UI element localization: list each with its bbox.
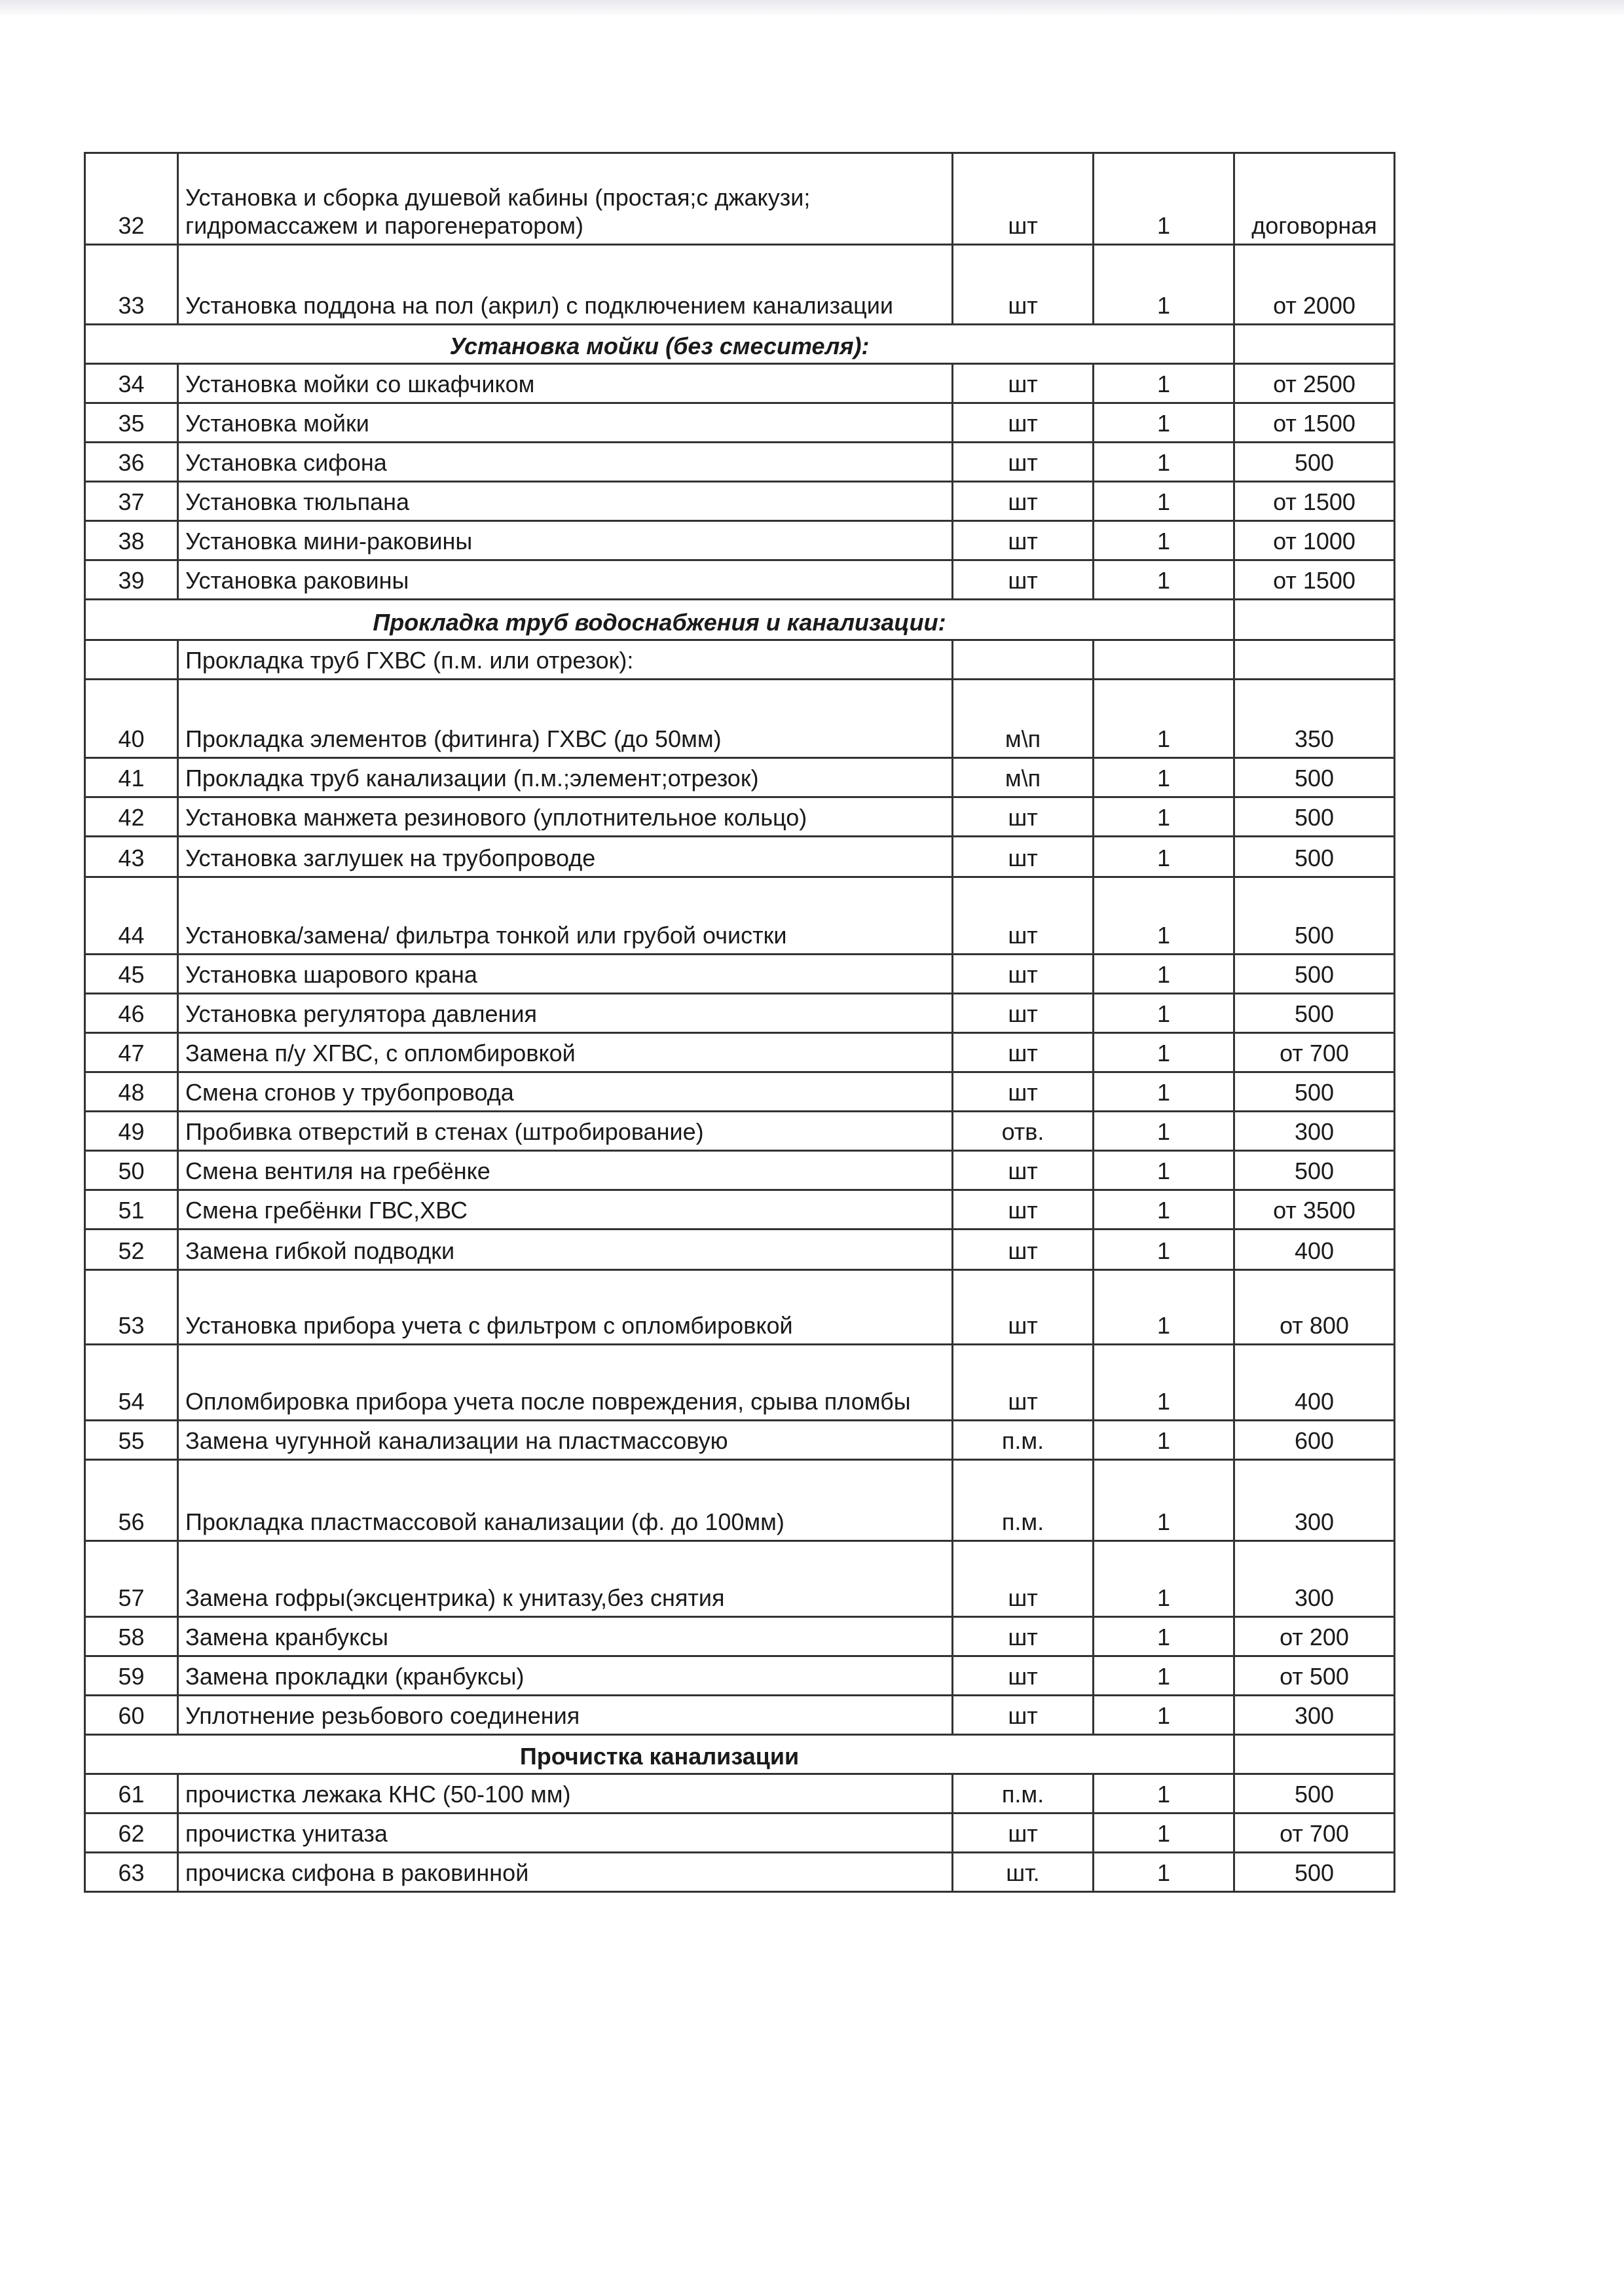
- table-row: [85, 1541, 1395, 1617]
- service-name: Смена вентиля на гребёнке: [178, 1151, 953, 1190]
- price-cell: 300: [1234, 1112, 1395, 1151]
- service-name: Прокладка труб ГХВС (п.м. или отрезок):: [178, 640, 953, 680]
- table-row: [85, 443, 1395, 482]
- row-number: 44: [85, 877, 178, 955]
- row-number: 58: [85, 1617, 178, 1656]
- section-title: Прокладка труб водоснабжения и канализации:: [85, 600, 1234, 640]
- row-number: 63: [85, 1853, 178, 1892]
- service-name: Смена сгонов у трубопровода: [178, 1072, 953, 1112]
- service-name: Замена п/у ХГВС, с опломбировкой: [178, 1033, 953, 1072]
- service-name: Пробивка отверстий в стенах (штробирование): [178, 1112, 953, 1151]
- table-row: [85, 797, 1395, 837]
- row-number: 51: [85, 1190, 178, 1230]
- table-row: [85, 758, 1395, 797]
- row-number: 59: [85, 1656, 178, 1696]
- row-number: 60: [85, 1696, 178, 1735]
- table-row: [85, 364, 1395, 403]
- quantity-cell: 1: [1094, 680, 1234, 758]
- table-row: [85, 403, 1395, 443]
- service-name: Замена прокладки (кранбуксы): [178, 1656, 953, 1696]
- row-number: 47: [85, 1033, 178, 1072]
- price-cell: 400: [1234, 1345, 1395, 1421]
- quantity-cell: 1: [1094, 443, 1234, 482]
- service-name: Установка и сборка душевой кабины (простая;с джакузи; гидромассажем и парогенератором): [178, 153, 953, 245]
- price-cell: 500: [1234, 877, 1395, 955]
- table-row: [85, 560, 1395, 600]
- section-empty-cell: [1234, 325, 1395, 364]
- row-number: 41: [85, 758, 178, 797]
- row-number: [85, 640, 178, 680]
- row-number: 46: [85, 994, 178, 1033]
- service-name: Прокладка пластмассовой канализации (ф. до 100мм): [178, 1460, 953, 1541]
- table-row: [85, 1696, 1395, 1735]
- unit-cell: шт.: [953, 1853, 1094, 1892]
- price-cell: от 500: [1234, 1656, 1395, 1696]
- quantity-cell: 1: [1094, 1230, 1234, 1270]
- row-number: 53: [85, 1270, 178, 1345]
- unit-cell: шт: [953, 1230, 1094, 1270]
- unit-cell: шт: [953, 403, 1094, 443]
- price-cell: от 700: [1234, 1033, 1395, 1072]
- service-name: Замена гофры(эксцентрика) к унитазу,без снятия: [178, 1541, 953, 1617]
- service-name: Установка поддона на пол (акрил) с подключением канализации: [178, 245, 953, 325]
- quantity-cell: 1: [1094, 994, 1234, 1033]
- row-number: 61: [85, 1774, 178, 1813]
- unit-cell: шт: [953, 560, 1094, 600]
- price-cell: от 1500: [1234, 403, 1395, 443]
- service-name: Установка заглушек на трубопроводе: [178, 837, 953, 877]
- row-number: 35: [85, 403, 178, 443]
- service-name: Прокладка элементов (фитинга) ГХВС (до 50мм): [178, 680, 953, 758]
- section-empty-cell: [1234, 1735, 1395, 1774]
- unit-cell: шт: [953, 994, 1094, 1033]
- price-cell: от 1000: [1234, 521, 1395, 560]
- quantity-cell: 1: [1094, 560, 1234, 600]
- quantity-cell: 1: [1094, 364, 1234, 403]
- quantity-cell: 1: [1094, 1270, 1234, 1345]
- price-cell: от 2000: [1234, 245, 1395, 325]
- price-cell: 500: [1234, 758, 1395, 797]
- price-cell: от 800: [1234, 1270, 1395, 1345]
- row-number: 32: [85, 153, 178, 245]
- table-row: [85, 1774, 1395, 1813]
- table-row: [85, 1460, 1395, 1541]
- service-name: Установка тюльпана: [178, 482, 953, 521]
- quantity-cell: 1: [1094, 1656, 1234, 1696]
- quantity-cell: 1: [1094, 1421, 1234, 1460]
- row-number: 38: [85, 521, 178, 560]
- table-row: [85, 1033, 1395, 1072]
- unit-cell: шт: [953, 1190, 1094, 1230]
- price-cell: от 1500: [1234, 560, 1395, 600]
- row-number: 42: [85, 797, 178, 837]
- unit-cell: шт: [953, 1617, 1094, 1656]
- price-cell: 500: [1234, 1853, 1395, 1892]
- price-cell: 500: [1234, 994, 1395, 1033]
- row-number: 62: [85, 1813, 178, 1853]
- quantity-cell: 1: [1094, 153, 1234, 245]
- quantity-cell: 1: [1094, 1617, 1234, 1656]
- price-cell: 500: [1234, 797, 1395, 837]
- unit-cell: п.м.: [953, 1421, 1094, 1460]
- price-cell: от 3500: [1234, 1190, 1395, 1230]
- table-row: [85, 1813, 1395, 1853]
- row-number: 57: [85, 1541, 178, 1617]
- table-row: [85, 1230, 1395, 1270]
- row-number: 36: [85, 443, 178, 482]
- service-name: Опломбировка прибора учета после повреждения, срыва пломбы: [178, 1345, 953, 1421]
- quantity-cell: 1: [1094, 245, 1234, 325]
- price-cell: [1234, 640, 1395, 680]
- quantity-cell: 1: [1094, 1853, 1234, 1892]
- row-number: 39: [85, 560, 178, 600]
- table-row: [85, 640, 1395, 680]
- unit-cell: шт: [953, 837, 1094, 877]
- unit-cell: шт: [953, 1072, 1094, 1112]
- service-name: Замена чугунной канализации на пластмассовую: [178, 1421, 953, 1460]
- table-row: [85, 1853, 1395, 1892]
- quantity-cell: 1: [1094, 797, 1234, 837]
- service-name: Установка сифона: [178, 443, 953, 482]
- table-row: [85, 521, 1395, 560]
- quantity-cell: 1: [1094, 403, 1234, 443]
- price-cell: от 700: [1234, 1813, 1395, 1853]
- service-name: Установка прибора учета с фильтром с опломбировкой: [178, 1270, 953, 1345]
- unit-cell: шт: [953, 1270, 1094, 1345]
- unit-cell: п.м.: [953, 1774, 1094, 1813]
- row-number: 37: [85, 482, 178, 521]
- price-cell: 500: [1234, 1151, 1395, 1190]
- price-cell: 500: [1234, 955, 1395, 994]
- price-cell: 600: [1234, 1421, 1395, 1460]
- unit-cell: шт: [953, 797, 1094, 837]
- row-number: 34: [85, 364, 178, 403]
- section-header-row: [85, 600, 1395, 640]
- service-name: Уплотнение резьбового соединения: [178, 1696, 953, 1735]
- table-row: [85, 994, 1395, 1033]
- price-cell: 300: [1234, 1541, 1395, 1617]
- unit-cell: шт: [953, 1813, 1094, 1853]
- unit-cell: шт: [953, 1541, 1094, 1617]
- quantity-cell: 1: [1094, 1813, 1234, 1853]
- service-name: Установка мини-раковины: [178, 521, 953, 560]
- table-row: [85, 245, 1395, 325]
- quantity-cell: 1: [1094, 758, 1234, 797]
- scan-edge: [0, 0, 1624, 17]
- row-number: 49: [85, 1112, 178, 1151]
- row-number: 48: [85, 1072, 178, 1112]
- row-number: 50: [85, 1151, 178, 1190]
- quantity-cell: 1: [1094, 1112, 1234, 1151]
- quantity-cell: 1: [1094, 1072, 1234, 1112]
- price-cell: 500: [1234, 1072, 1395, 1112]
- row-number: 45: [85, 955, 178, 994]
- price-cell: 500: [1234, 443, 1395, 482]
- table-row: [85, 680, 1395, 758]
- table-row: [85, 1190, 1395, 1230]
- unit-cell: [953, 640, 1094, 680]
- unit-cell: м\п: [953, 680, 1094, 758]
- unit-cell: п.м.: [953, 1460, 1094, 1541]
- service-name: прочистка унитаза: [178, 1813, 953, 1853]
- unit-cell: шт: [953, 1345, 1094, 1421]
- table-row: [85, 955, 1395, 994]
- service-name: Установка мойки со шкафчиком: [178, 364, 953, 403]
- price-cell: 400: [1234, 1230, 1395, 1270]
- unit-cell: шт: [953, 1696, 1094, 1735]
- unit-cell: м\п: [953, 758, 1094, 797]
- price-cell: 300: [1234, 1696, 1395, 1735]
- quantity-cell: 1: [1094, 482, 1234, 521]
- quantity-cell: 1: [1094, 837, 1234, 877]
- service-name: Установка регулятора давления: [178, 994, 953, 1033]
- quantity-cell: 1: [1094, 1190, 1234, 1230]
- quantity-cell: [1094, 640, 1234, 680]
- table-row: [85, 1270, 1395, 1345]
- price-cell: 500: [1234, 837, 1395, 877]
- price-cell: от 2500: [1234, 364, 1395, 403]
- price-cell: 300: [1234, 1460, 1395, 1541]
- unit-cell: шт: [953, 1151, 1094, 1190]
- table-row: [85, 1112, 1395, 1151]
- quantity-cell: 1: [1094, 955, 1234, 994]
- quantity-cell: 1: [1094, 1460, 1234, 1541]
- quantity-cell: 1: [1094, 1345, 1234, 1421]
- price-cell: от 200: [1234, 1617, 1395, 1656]
- quantity-cell: 1: [1094, 1774, 1234, 1813]
- section-title: Установка мойки (без смесителя):: [85, 325, 1234, 364]
- table-row: [85, 1151, 1395, 1190]
- table-row: [85, 837, 1395, 877]
- unit-cell: шт: [953, 1033, 1094, 1072]
- price-cell: от 1500: [1234, 482, 1395, 521]
- row-number: 56: [85, 1460, 178, 1541]
- unit-cell: шт: [953, 955, 1094, 994]
- service-name: Установка шарового крана: [178, 955, 953, 994]
- row-number: 54: [85, 1345, 178, 1421]
- unit-cell: шт: [953, 153, 1094, 245]
- service-name: Установка раковины: [178, 560, 953, 600]
- service-name: Установка/замена/ фильтра тонкой или грубой очистки: [178, 877, 953, 955]
- unit-cell: отв.: [953, 1112, 1094, 1151]
- unit-cell: шт: [953, 245, 1094, 325]
- service-name: Замена гибкой подводки: [178, 1230, 953, 1270]
- quantity-cell: 1: [1094, 1541, 1234, 1617]
- unit-cell: шт: [953, 443, 1094, 482]
- unit-cell: шт: [953, 482, 1094, 521]
- table-row: [85, 877, 1395, 955]
- unit-cell: шт: [953, 521, 1094, 560]
- price-table-body: [85, 153, 1395, 1892]
- quantity-cell: 1: [1094, 1151, 1234, 1190]
- service-name: Установка манжета резинового (уплотнительное кольцо): [178, 797, 953, 837]
- price-table: [84, 152, 1395, 1893]
- row-number: 40: [85, 680, 178, 758]
- quantity-cell: 1: [1094, 1696, 1234, 1735]
- table-row: [85, 1656, 1395, 1696]
- table-row: [85, 1072, 1395, 1112]
- service-name: прочиска сифона в раковинной: [178, 1853, 953, 1892]
- service-name: Установка мойки: [178, 403, 953, 443]
- unit-cell: шт: [953, 364, 1094, 403]
- quantity-cell: 1: [1094, 1033, 1234, 1072]
- table-row: [85, 482, 1395, 521]
- quantity-cell: 1: [1094, 877, 1234, 955]
- row-number: 55: [85, 1421, 178, 1460]
- row-number: 43: [85, 837, 178, 877]
- service-name: прочистка лежака КНС (50-100 мм): [178, 1774, 953, 1813]
- price-cell: договорная: [1234, 153, 1395, 245]
- table-row: [85, 1421, 1395, 1460]
- section-header-row: [85, 325, 1395, 364]
- service-name: Прокладка труб канализации (п.м.;элемент;отрезок): [178, 758, 953, 797]
- table-row: [85, 1345, 1395, 1421]
- service-name: Замена кранбуксы: [178, 1617, 953, 1656]
- section-title: Прочистка канализации: [85, 1735, 1234, 1774]
- table-row: [85, 153, 1395, 245]
- quantity-cell: 1: [1094, 521, 1234, 560]
- unit-cell: шт: [953, 1656, 1094, 1696]
- service-name: Смена гребёнки ГВС,ХВС: [178, 1190, 953, 1230]
- section-empty-cell: [1234, 600, 1395, 640]
- row-number: 52: [85, 1230, 178, 1270]
- price-cell: 350: [1234, 680, 1395, 758]
- row-number: 33: [85, 245, 178, 325]
- table-row: [85, 1617, 1395, 1656]
- price-cell: 500: [1234, 1774, 1395, 1813]
- section-header-row: [85, 1735, 1395, 1774]
- unit-cell: шт: [953, 877, 1094, 955]
